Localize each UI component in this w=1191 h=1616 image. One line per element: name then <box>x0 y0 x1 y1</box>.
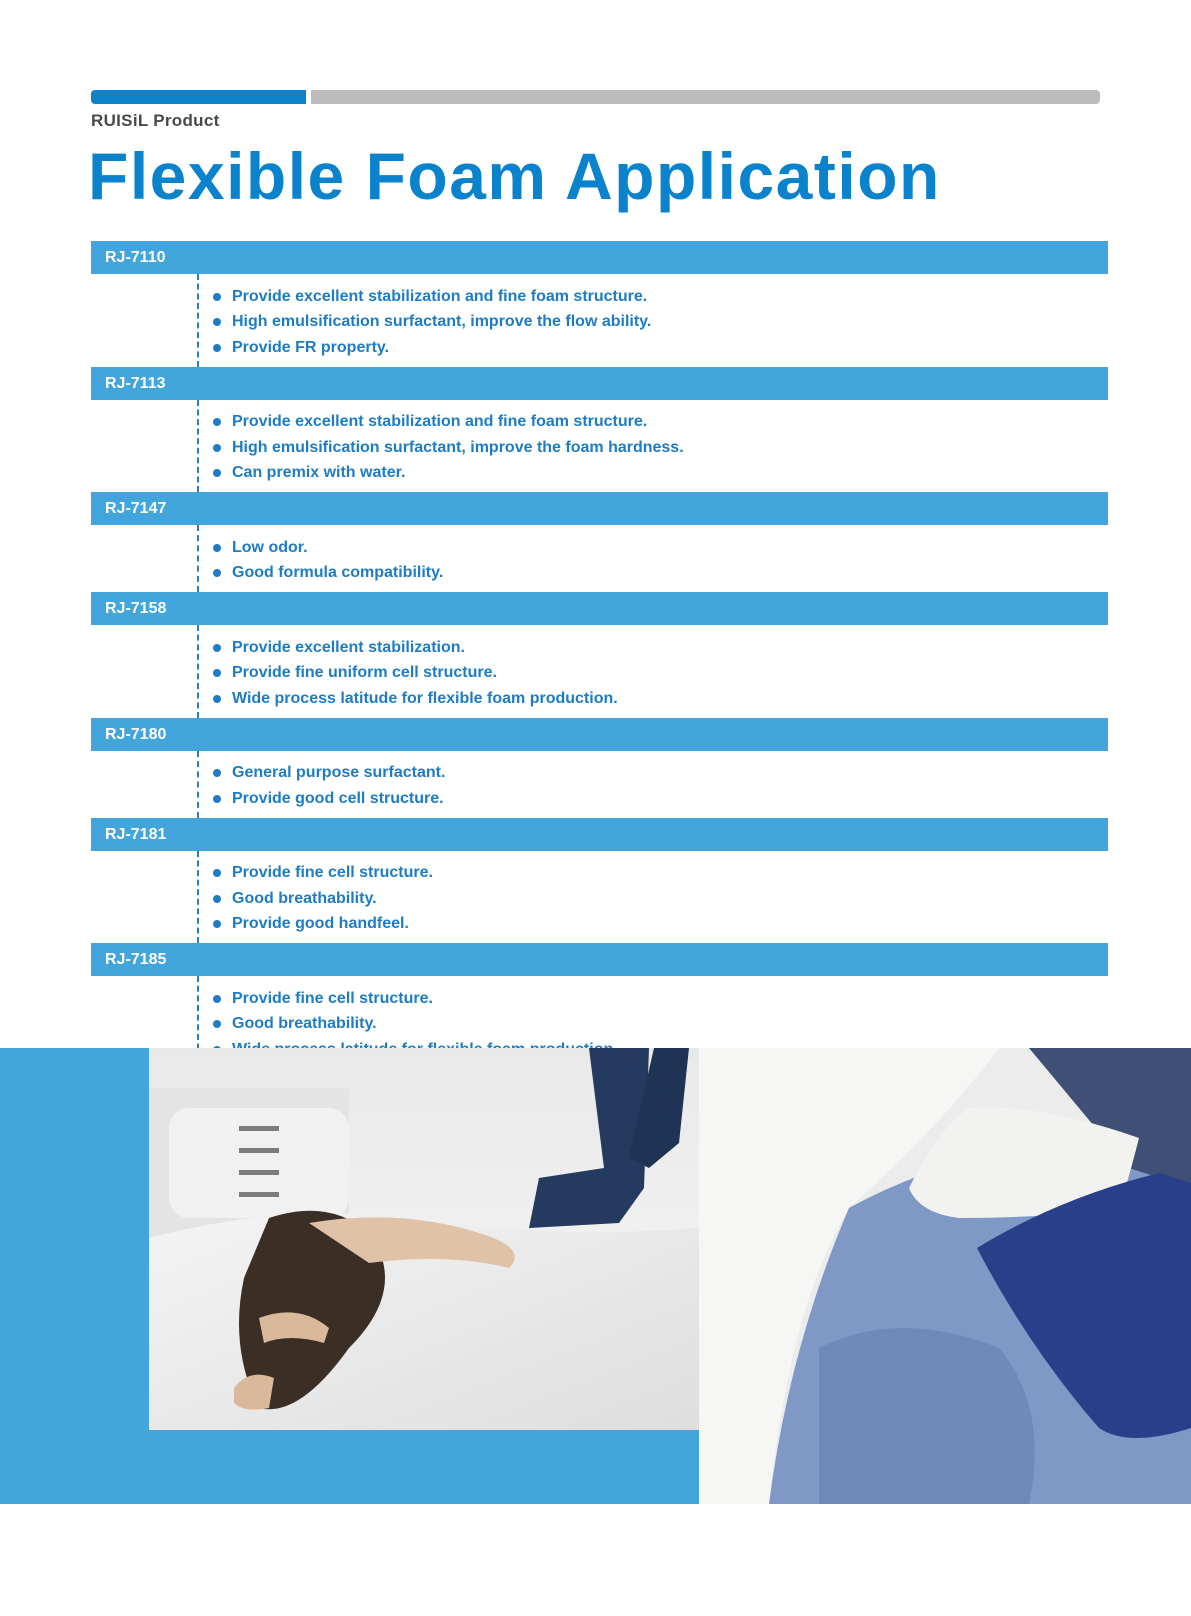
feature-text: Provide FR property. <box>232 338 390 356</box>
feature-item <box>213 986 1108 1012</box>
product-header: RJ-7110 <box>91 241 1108 274</box>
bullet-icon <box>213 995 221 1003</box>
bullet-icon <box>213 344 221 352</box>
bullet-icon <box>213 769 221 777</box>
feature-text: Provide fine uniform cell structure. <box>232 664 497 682</box>
feature-text: Provide excellent stabilization. <box>232 638 465 656</box>
product-header: RJ-7180 <box>91 718 1108 751</box>
bullet-icon <box>213 644 221 652</box>
page-title: Flexible Foam Application <box>88 139 941 213</box>
product-features <box>197 525 1108 592</box>
feature-item <box>213 886 1108 912</box>
feature-item <box>213 686 1108 712</box>
feature-item <box>213 284 1108 310</box>
product-features <box>197 751 1108 818</box>
feature-item <box>213 861 1108 887</box>
feature-text: Provide good cell structure. <box>232 789 444 807</box>
bullet-icon <box>213 318 221 326</box>
bullet-icon <box>213 469 221 477</box>
bullet-icon <box>213 869 221 877</box>
product-header: RJ-7147 <box>91 492 1108 525</box>
bullet-icon <box>213 695 221 703</box>
product-features <box>197 625 1108 718</box>
feature-item <box>213 435 1108 461</box>
bullet-icon <box>213 444 221 452</box>
feature-item <box>213 761 1108 787</box>
header-divider-bar <box>311 90 1100 104</box>
feature-text: Provide fine cell structure. <box>232 864 433 882</box>
bullet-icon <box>213 418 221 426</box>
bullet-icon <box>213 544 221 552</box>
feature-item <box>213 561 1108 587</box>
product-features <box>197 851 1108 944</box>
bullet-icon <box>213 895 221 903</box>
feature-text: High emulsification surfactant, improve the flow ability. <box>232 313 652 331</box>
bullet-icon <box>213 669 221 677</box>
product-header: RJ-7113 <box>91 367 1108 400</box>
feature-item <box>213 461 1108 487</box>
feature-item <box>213 535 1108 561</box>
feature-item <box>213 335 1108 361</box>
product-header: RJ-7181 <box>91 818 1108 851</box>
feature-text: General purpose surfactant. <box>232 764 446 782</box>
feature-text: Good breathability. <box>232 889 377 907</box>
feature-item <box>213 786 1108 812</box>
feature-text: Provide excellent stabilization and fine foam structure. <box>232 287 648 305</box>
feature-item <box>213 912 1108 938</box>
woman-in-bed-image <box>149 1048 699 1430</box>
feature-item <box>213 661 1108 687</box>
header-accent-bar <box>91 90 306 104</box>
pillows-image <box>699 1048 1191 1504</box>
feature-text: High emulsification surfactant, improve the foam hardness. <box>232 438 684 456</box>
feature-text: Can premix with water. <box>232 464 406 482</box>
product-list <box>91 241 1108 1069</box>
feature-text: Provide good handfeel. <box>232 915 409 933</box>
feature-item <box>213 1012 1108 1038</box>
feature-text: Good formula compatibility. <box>232 564 444 582</box>
product-header: RJ-7158 <box>91 592 1108 625</box>
brand-label: RUISiL Product <box>91 111 220 130</box>
bullet-icon <box>213 569 221 577</box>
bullet-icon <box>213 293 221 301</box>
pillows-photo <box>699 1048 1191 1504</box>
feature-item <box>213 310 1108 336</box>
feature-text: Wide process latitude for flexible foam production. <box>232 689 618 707</box>
feature-item <box>213 410 1108 436</box>
bullet-icon <box>213 920 221 928</box>
feature-text: Provide excellent stabilization and fine foam structure. <box>232 413 648 431</box>
woman-in-bed-photo <box>149 1048 699 1430</box>
product-header: RJ-7185 <box>91 943 1108 976</box>
product-features <box>197 274 1108 367</box>
feature-text: Good breathability. <box>232 1015 377 1033</box>
bullet-icon <box>213 1020 221 1028</box>
feature-text: Low odor. <box>232 538 308 556</box>
feature-item <box>213 635 1108 661</box>
feature-text: Provide fine cell structure. <box>232 989 433 1007</box>
bullet-icon <box>213 795 221 803</box>
product-features <box>197 400 1108 493</box>
